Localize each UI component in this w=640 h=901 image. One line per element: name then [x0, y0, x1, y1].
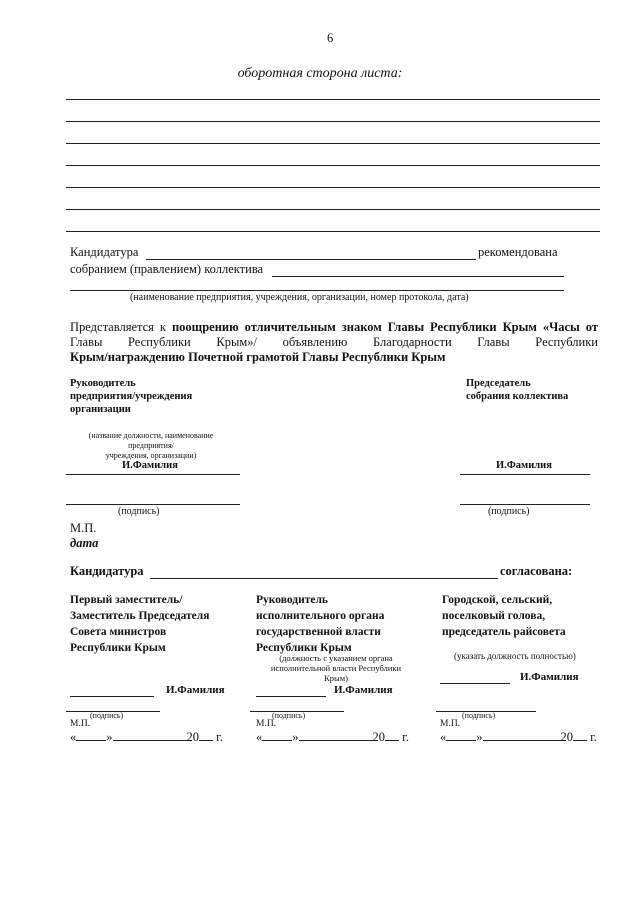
- blank-line[interactable]: [66, 209, 600, 210]
- chair-title: [466, 377, 568, 403]
- date-close-quote: »: [292, 730, 299, 744]
- blank-line[interactable]: [66, 143, 600, 144]
- blank-line[interactable]: [66, 231, 600, 232]
- head-title-line: организации: [70, 404, 131, 415]
- organization-caption: (наименование предприятия, учреждения, организации, номер протокола, дата): [130, 292, 469, 303]
- approver-2-date: [256, 730, 409, 745]
- assembly-field[interactable]: [272, 276, 564, 277]
- blank-line[interactable]: [66, 121, 600, 122]
- approver-2-name: И.Фамилия: [334, 684, 393, 696]
- approver-title-line: Городской, сельский,: [442, 594, 553, 606]
- recommended-label: рекомендована: [478, 245, 558, 259]
- stamp-label: М.П.: [70, 521, 97, 535]
- chair-name: И.Фамилия: [496, 460, 552, 471]
- date-day-field[interactable]: [262, 730, 292, 741]
- date-open-quote: «: [256, 730, 263, 744]
- represent-text: поощрению отличительным знаком Главы Республики Крым «Часы от: [171, 320, 599, 334]
- approver-1-date: [70, 730, 223, 745]
- blank-line[interactable]: [66, 187, 600, 188]
- approver-3-caption: (указать должность полностью): [454, 651, 576, 661]
- date-suffix: г.: [216, 730, 223, 744]
- head-title: [70, 377, 192, 416]
- approver-title-line: Заместитель Председателя: [70, 610, 210, 622]
- approver-1-title: [70, 592, 209, 656]
- date-year: 20: [560, 730, 573, 744]
- page-number: 6: [327, 31, 334, 45]
- chair-title-line: Председатель: [466, 378, 531, 389]
- chair-signature-caption: (подпись): [488, 506, 530, 517]
- approver-2-title: [256, 592, 384, 656]
- approver-3-stamp: М.П.: [440, 719, 461, 729]
- represent-line-1: [70, 320, 598, 335]
- approver-title-line: поселковый голова,: [442, 610, 546, 622]
- approver-2-signature-caption: (подпись): [272, 711, 306, 720]
- approver-1-signature-caption: (подпись): [90, 711, 124, 720]
- date-suffix: г.: [402, 730, 409, 744]
- date-day-field[interactable]: [446, 730, 476, 741]
- approver-2-stamp: М.П.: [256, 719, 277, 729]
- blank-line[interactable]: [66, 165, 600, 166]
- approver-title-line: государственной власти: [256, 626, 381, 638]
- agreed-candidacy-field[interactable]: [150, 578, 498, 579]
- date-year-field[interactable]: [385, 730, 399, 741]
- candidacy-field[interactable]: [146, 259, 476, 260]
- chair-signature-line[interactable]: [460, 504, 590, 505]
- represent-line-2: Главы Республики Крым»/ объявлению Благодарности Главы Республики: [70, 335, 598, 349]
- approver-caption-line: исполнительной власти Республики: [270, 663, 402, 673]
- date-year: 20: [372, 730, 385, 744]
- approver-title-line: Совета министров: [70, 626, 167, 638]
- represent-line-3: Крым/награждению Почетной грамотой Главы Республики Крым: [70, 350, 446, 364]
- head-signature-line[interactable]: [66, 504, 240, 505]
- represent-intro: Представляется к: [70, 320, 166, 334]
- head-name-line[interactable]: [66, 474, 240, 475]
- approver-title-line: Республики Крым: [256, 642, 352, 654]
- approver-3-name: И.Фамилия: [520, 671, 579, 683]
- approver-caption-line: (должность с указанием органа: [279, 653, 393, 663]
- head-caption: [66, 431, 236, 461]
- date-open-quote: «: [440, 730, 447, 744]
- assembly-label: собранием (правлением) коллектива: [70, 262, 264, 276]
- approver-title-line: Первый заместитель/: [70, 594, 183, 606]
- chair-name-line[interactable]: [460, 474, 590, 475]
- organization-field[interactable]: [70, 290, 564, 291]
- approver-title-line: исполнительного органа: [256, 610, 385, 622]
- approver-3-title: [442, 592, 566, 640]
- approver-1-stamp: М.П.: [70, 719, 91, 729]
- head-signature-caption: (подпись): [118, 506, 160, 517]
- head-caption-line: учреждения, организации): [105, 451, 197, 460]
- approver-caption-line: Крым): [324, 673, 348, 683]
- head-caption-line: предприятия/: [128, 441, 174, 450]
- approver-title-line: Руководитель: [256, 594, 328, 606]
- date-label: дата: [70, 536, 99, 550]
- head-title-line: предприятия/учреждения: [70, 391, 193, 402]
- date-year-field[interactable]: [199, 730, 213, 741]
- head-title-line: Руководитель: [70, 378, 136, 389]
- date-month-field[interactable]: [483, 730, 561, 741]
- approver-1-name: И.Фамилия: [166, 684, 225, 696]
- reverse-side-title: оборотная сторона листа:: [237, 66, 403, 81]
- blank-line[interactable]: [66, 99, 600, 100]
- date-month-field[interactable]: [299, 730, 373, 741]
- date-open-quote: «: [70, 730, 77, 744]
- approver-3-date: [440, 730, 597, 745]
- approver-title-line: председатель райсовета: [442, 626, 566, 638]
- approver-3-signature-caption: (подпись): [462, 711, 496, 720]
- date-suffix: г.: [590, 730, 597, 744]
- date-month-field[interactable]: [113, 730, 187, 741]
- date-year: 20: [186, 730, 199, 744]
- approver-1-name-line[interactable]: [70, 696, 154, 697]
- date-day-field[interactable]: [76, 730, 106, 741]
- agreed-candidacy-label: Кандидатура: [70, 564, 144, 578]
- head-name: И.Фамилия: [122, 460, 178, 471]
- candidacy-label: Кандидатура: [70, 245, 139, 259]
- date-year-field[interactable]: [573, 730, 587, 741]
- chair-title-line: собрания коллектива: [466, 391, 569, 402]
- approver-2-caption: [256, 653, 416, 683]
- head-caption-line: (название должности, наименование: [88, 431, 214, 440]
- approver-title-line: Республики Крым: [70, 642, 166, 654]
- approver-3-name-line[interactable]: [440, 683, 510, 684]
- date-close-quote: »: [476, 730, 483, 744]
- approver-2-name-line[interactable]: [256, 696, 326, 697]
- agreed-label: согласована:: [500, 564, 573, 578]
- date-close-quote: »: [106, 730, 113, 744]
